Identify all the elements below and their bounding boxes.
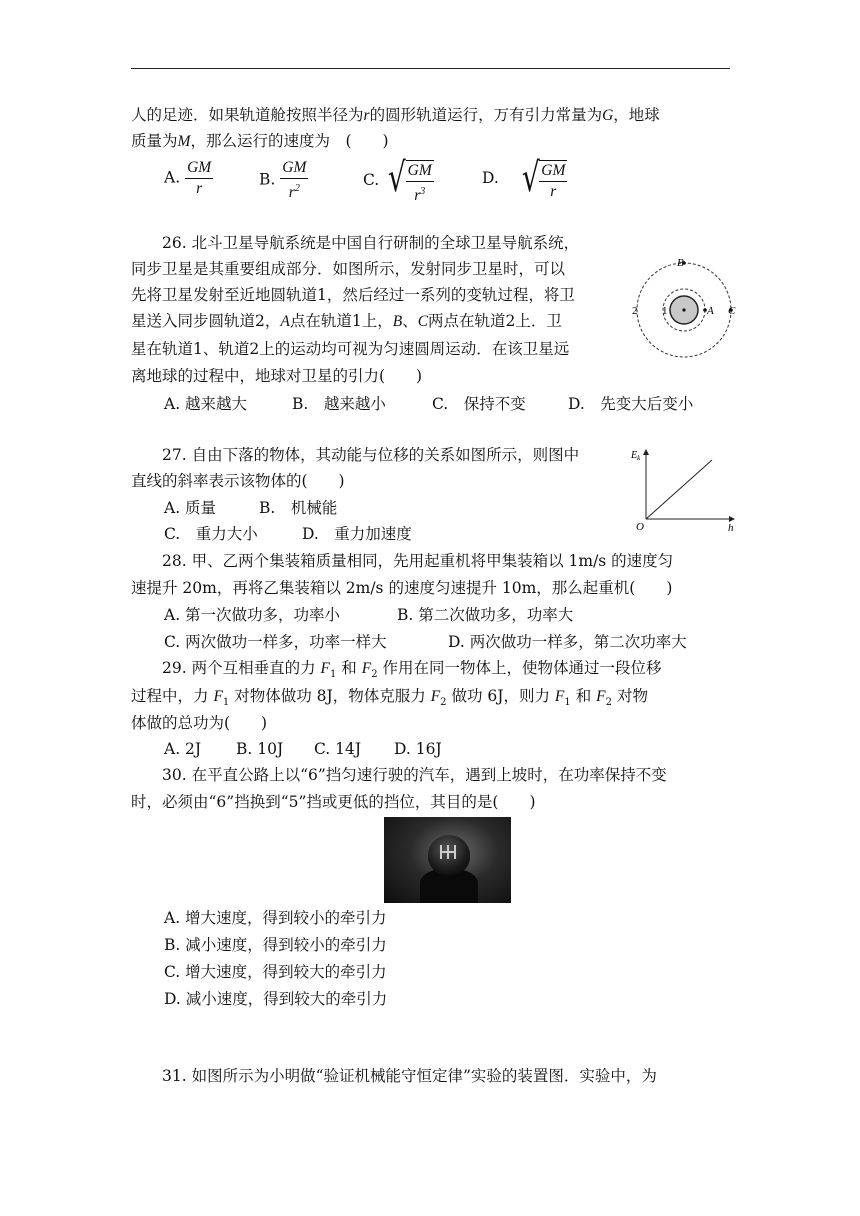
ek-line — [646, 460, 712, 519]
label-c: C — [728, 305, 736, 317]
label-b: B — [677, 257, 684, 269]
q25-option-b: B. $\frac{GM}{r^2}$ — [259, 159, 307, 202]
q27-line2: 直线的斜率表示该物体的( ) — [131, 472, 345, 490]
q30-option-d: D. 减小速度，得到较大的牵引力 — [164, 990, 388, 1008]
q26-line3: 先将卫星发射至近地圆轨道1，然后经过一系列的变轨过程，将卫 — [131, 286, 575, 304]
q28-option-d: D. 两次做功一样多，第二次功率大 — [448, 633, 687, 651]
q25-option-d: D. √ $\frac{GM}{r}$ — [482, 155, 566, 201]
q28-line1: 28. 甲、乙两个集装箱质量相同，先用起重机将甲集装箱以 1m/s 的速度匀 — [162, 552, 674, 570]
q30-line1: 30. 在平直公路上以“6”挡匀速行驶的汽车，遇到上坡时，在功率保持不变 — [162, 766, 667, 784]
q30-option-a: A. 增大速度，得到较小的牵引力 — [164, 909, 387, 927]
q29-line3: 体做的总功为( ) — [131, 714, 268, 732]
q29-option-c: C. 14J — [314, 740, 362, 758]
earth-center — [682, 308, 685, 311]
ek-h-graph — [626, 442, 740, 534]
q26-line6: 离地球的过程中，地球对卫星的引力( ) — [131, 367, 423, 385]
q25-option-a: A. $\frac{GM}{r}$ — [164, 159, 212, 197]
q26-line2: 同步卫星是其重要组成部分．如图所示，发射同步卫星时，可以 — [131, 260, 566, 278]
q27-option-b: B. 机械能 — [259, 499, 338, 517]
q25-option-c: C. √ $\frac{GM}{r^3}$ — [363, 155, 432, 205]
q29-option-b: B. 10J — [236, 740, 284, 758]
q28-line2: 速提升 20m，再将乙集装箱以 2m/s 的速度匀速提升 10m，那么起重机( ) — [131, 579, 673, 597]
orbit-diagram — [628, 252, 740, 364]
label-a: A — [707, 305, 714, 317]
q26-line1: 26. 北斗卫星导航系统是中国自行研制的全球卫星导航系统， — [162, 234, 580, 252]
x-axis-label: h — [728, 522, 734, 534]
q30-option-c: C. 增大速度，得到较大的牵引力 — [164, 963, 387, 981]
q27-option-a: A. 质量 — [164, 499, 217, 517]
q30-line2: 时，必须由“6”挡换到“5”挡或更低的挡位，其目的是( ) — [131, 793, 536, 811]
header-rule — [131, 68, 730, 69]
q27-option-d: D. 重力加速度 — [302, 525, 412, 543]
y-axis-label: $E_k$ — [631, 450, 641, 462]
q29-line1: 29. 两个互相垂直的力 $F_1$ 和 $F_2$ 作用在同一物体上，使物体通过一段位移 — [162, 659, 662, 681]
q26-option-c: C. 保持不变 — [432, 395, 526, 413]
q27-line1: 27. 自由下落的物体，其动能与位移的关系如图所示，则图中 — [162, 446, 580, 464]
q25-line1: 人的足迹．如果轨道舱按照半径为r的圆形轨道运行，万有引力常量为G，地球 — [131, 106, 660, 124]
q28-option-b: B. 第二次做功多，功率大 — [397, 606, 574, 624]
q28-option-a: A. 第一次做功多，功率小 — [164, 606, 341, 624]
gear-shift-photo — [384, 817, 511, 903]
q29-option-d: D. 16J — [394, 740, 442, 758]
label-orbit-2: 2 — [632, 305, 638, 317]
label-orbit-1: 1 — [662, 305, 668, 317]
origin-label: O — [636, 521, 644, 533]
q27-option-c: C. 重力大小 — [164, 525, 258, 543]
q29-option-a: A. 2J — [164, 740, 202, 758]
q26-option-d: D. 先变大后变小 — [568, 395, 694, 413]
q31-line1: 31. 如图所示为小明做“验证机械能守恒定律”实验的装置图．实验中，为 — [162, 1067, 657, 1085]
q26-option-a: A. 越来越大 — [164, 395, 248, 413]
q26-option-b: B. 越来越小 — [292, 395, 386, 413]
q30-option-b: B. 减小速度，得到较小的牵引力 — [164, 936, 387, 954]
q26-line4: 星送入同步圆轨道2，A点在轨道1上，B、C两点在轨道2上．卫 — [131, 312, 562, 330]
q26-line5: 星在轨道1、轨道2上的运动均可视为匀速圆周运动．在该卫星远 — [131, 340, 570, 358]
q29-line2: 过程中，力 $F_1$ 对物体做功 8J，物体克服力 $F_2$ 做功 6J，则力 $F_1$ 和 $F_2$ 对物 — [131, 687, 648, 709]
q25-line2: 质量为M，那么运行的速度为 ( ) — [131, 132, 389, 150]
q28-option-c: C. 两次做功一样多，功率一样大 — [164, 633, 387, 651]
